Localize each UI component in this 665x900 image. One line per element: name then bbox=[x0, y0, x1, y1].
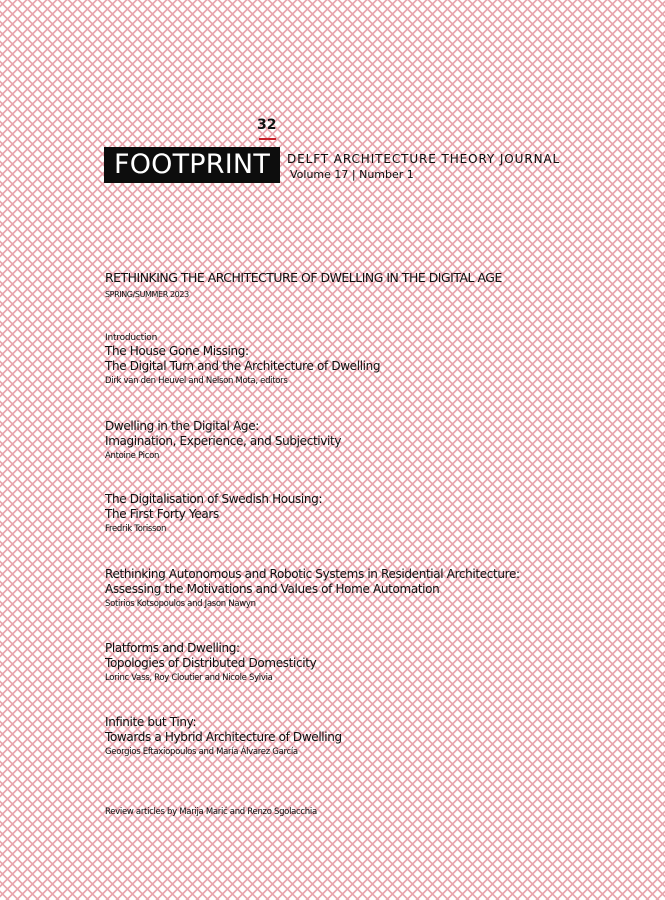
article-authors: Sotirios Kotsopoulos and Jason Nawyn bbox=[105, 599, 256, 609]
article-title-line-2: The First Forty Years bbox=[105, 507, 219, 521]
article-torisson bbox=[105, 492, 322, 535]
article-title-line-1: The Digitalisation of Swedish Housing: bbox=[105, 492, 323, 506]
article-kotsopoulos bbox=[105, 567, 520, 610]
issue-number: 32 bbox=[257, 117, 277, 133]
article-vass bbox=[105, 641, 316, 684]
article-picon bbox=[105, 419, 341, 462]
article-introduction bbox=[105, 333, 380, 387]
article-title-line-1: Dwelling in the Digital Age: bbox=[105, 419, 259, 433]
article-title-line-1: Infinite but Tiny: bbox=[105, 715, 197, 729]
article-title-line-1: Rethinking Autonomous and Robotic Systems in Residential Architecture: bbox=[105, 567, 520, 581]
article-title-line-2: The Digital Turn and the Architecture of Dwelling bbox=[105, 359, 381, 373]
issue-title: RETHINKING THE ARCHITECTURE OF DWELLING IN THE DIGITAL AGE bbox=[105, 270, 502, 285]
article-title-line-2: Assessing the Motivations and Values of Home Automation bbox=[105, 582, 440, 596]
review-articles: Review articles by Marija Marić and Renzo Sgolacchia bbox=[105, 807, 317, 817]
issue-number-rule bbox=[259, 138, 276, 140]
section-label: Introduction bbox=[105, 333, 158, 343]
article-title-line-2: Imagination, Experience, and Subjectivity bbox=[105, 434, 342, 448]
article-eftaxiopoulos bbox=[105, 715, 342, 758]
article-authors: Antoine Picon bbox=[105, 451, 160, 461]
article-authors: Dirk van den Heuvel and Nelson Mota, editors bbox=[105, 376, 288, 386]
article-authors: Fredrik Torisson bbox=[105, 524, 167, 534]
article-title-line-1: Platforms and Dwelling: bbox=[105, 641, 240, 655]
article-title-line-2: Towards a Hybrid Architecture of Dwelling bbox=[105, 730, 342, 744]
article-authors: Lorinc Vass, Roy Cloutier and Nicole Sylvia bbox=[105, 673, 273, 683]
issue-season: SPRING/SUMMER 2023 bbox=[105, 290, 189, 299]
article-title-line-1: The House Gone Missing: bbox=[105, 344, 249, 358]
article-authors: Georgios Eftaxiopoulos and María Álvarez García bbox=[105, 747, 298, 757]
volume-number: Volume 17 | Number 1 bbox=[290, 168, 414, 181]
brand-logo: FOOTPRINT bbox=[104, 147, 280, 183]
article-title-line-2: Topologies of Distributed Domesticity bbox=[105, 656, 317, 670]
journal-name: DELFT ARCHITECTURE THEORY JOURNAL bbox=[287, 152, 561, 166]
